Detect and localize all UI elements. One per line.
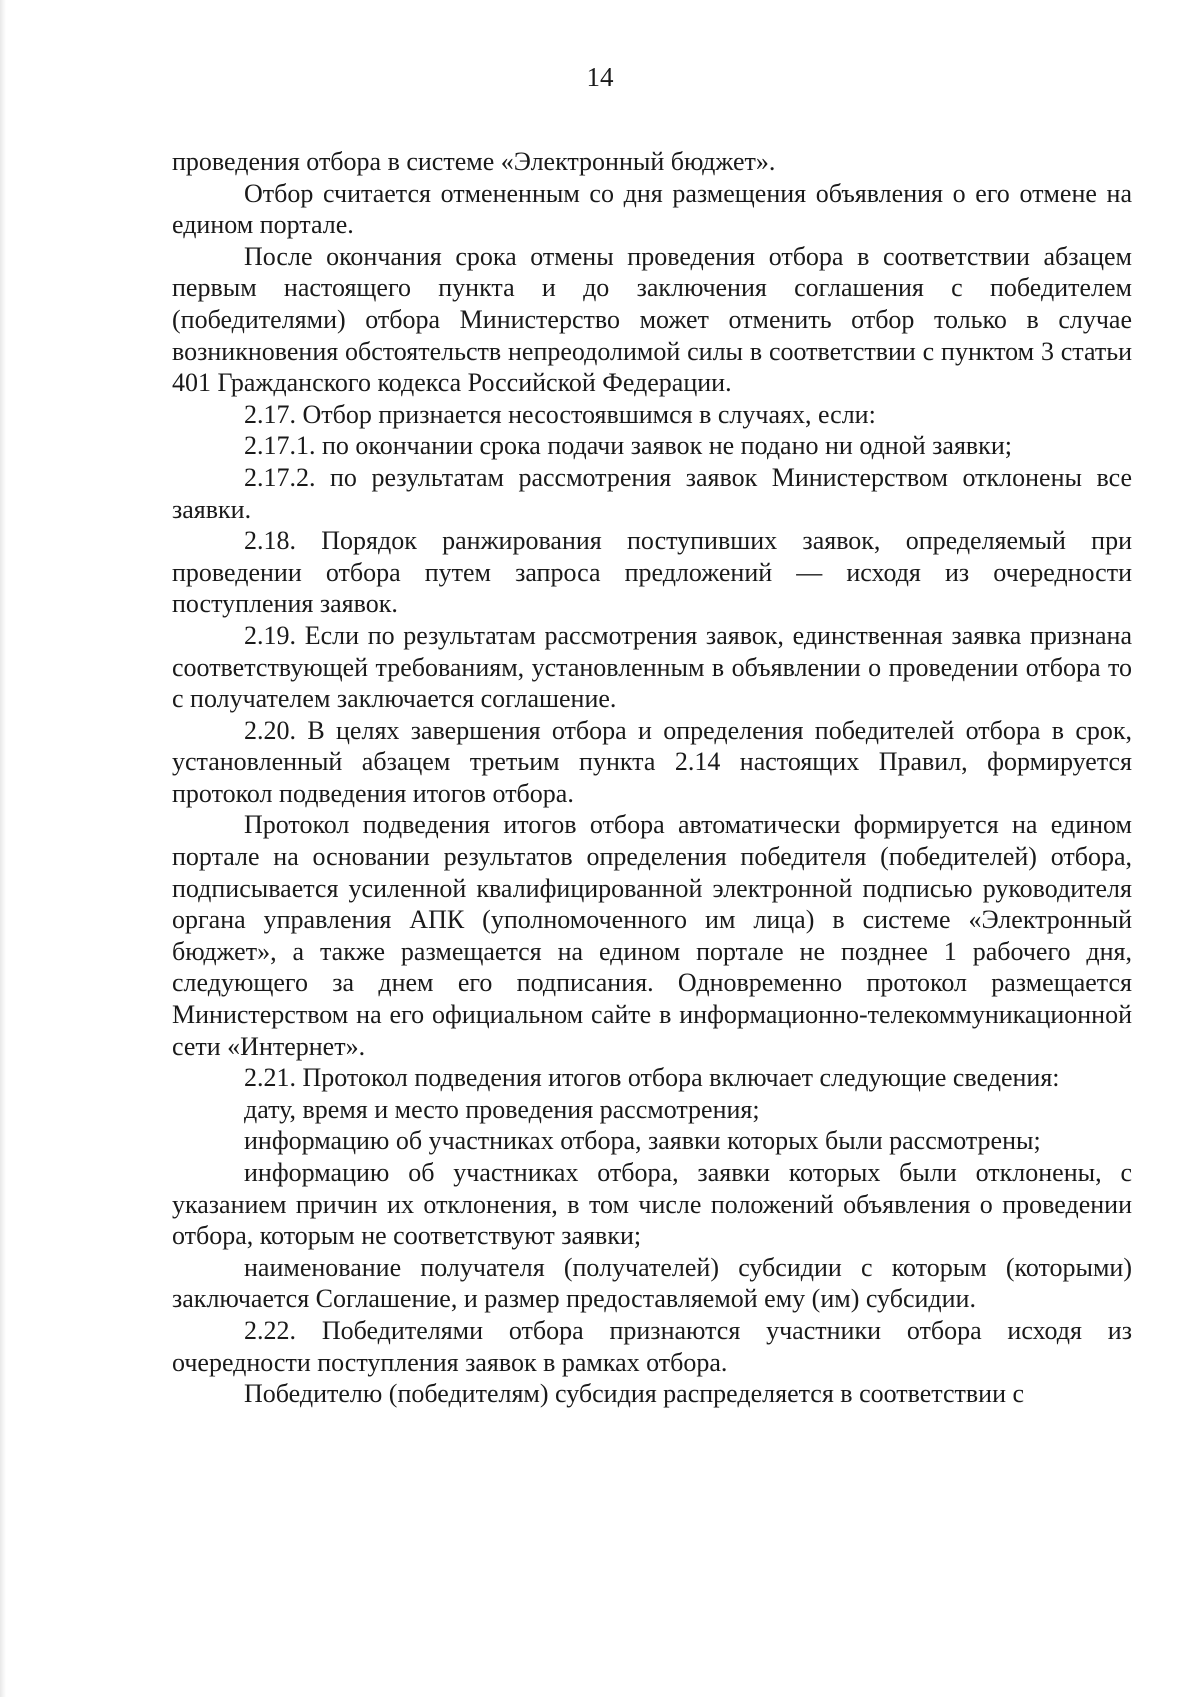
- paragraph: дату, время и место проведения рассмотрения;: [244, 1094, 760, 1124]
- paragraph: 2.20. В целях завершения отбора и определения победителей отбора в срок, установленный абзацем третьим пункта 2.14 настоящих Правил, формируется протокол подведения итогов отбора.: [172, 715, 1132, 808]
- paragraph: проведения отбора в системе «Электронный бюджет».: [172, 147, 776, 176]
- paragraph: информацию об участниках отбора, заявки которых были отклонены, с указанием причин их отклонения, в том числе положений объявления о проведении отбора, которым не соответствуют заявки;: [172, 1158, 1132, 1251]
- document-body: [172, 146, 1132, 1410]
- scan-edge: [0, 0, 6, 1697]
- paragraph: 2.18. Порядок ранжирования поступивших заявок, определяемый при проведении отбора путем запроса предложений — исходя из очередности поступления заявок.: [172, 526, 1132, 619]
- paragraph: наименование получателя (получателей) субсидии с которым (которыми) заключается Соглашение, и размер предоставляемой ему (им) субсидии.: [172, 1252, 1132, 1314]
- paragraph: 2.19. Если по результатам рассмотрения заявок, единственная заявка признана соответствующей требованиям, установленным в объявлении о проведении отбора то с получателем заключается соглашение.: [172, 620, 1132, 714]
- paragraph: 2.22. Победителями отбора признаются участники отбора исходя из очередности поступления заявок в рамках отбора.: [172, 1315, 1132, 1377]
- paragraph: 2.21. Протокол подведения итогов отбора включает следующие сведения:: [244, 1063, 1060, 1093]
- page-number: 14: [586, 62, 614, 92]
- paragraph: Отбор считается отмененным со дня размещения объявления о его отмене на едином портале.: [172, 178, 1132, 240]
- paragraph: После окончания срока отмены проведения отбора в соответствии абзацем первым настоящего пункта и до заключения соглашения с победителем (победителями) отбора Министерство может отменить отбор только в случае возникновения обстоятельств непреодолимой силы в соответствии с пунктом 3 статьи 401 Гражданского кодекса Российской Федерации.: [172, 241, 1132, 398]
- paragraph: информацию об участниках отбора, заявки которых были рассмотрены;: [244, 1126, 1041, 1156]
- paragraph: 2.17. Отбор признается несостоявшимся в случаях, если:: [244, 399, 876, 429]
- paragraph: 2.17.1. по окончании срока подачи заявок не подано ни одной заявки;: [244, 431, 1012, 461]
- paragraph: 2.17.2. по результатам рассмотрения заявок Министерством отклонены все заявки.: [172, 462, 1132, 524]
- paragraph: Протокол подведения итогов отбора автоматически формируется на едином портале на основании результатов определения победителя (победителей) отбора, подписывается усиленной квалифицированной электронной подписью руководителя органа управления АПК (уполномоченного им лица) в системе «Электронный бюджет», а также размещается на едином портале не позднее 1 рабочего дня, следующего за днем его подписания. Одновременно протокол размещается Министерством на его официальном сайте в информационно-телекоммуникационной сети «Интернет».: [172, 810, 1132, 1061]
- paragraph: Победителю (победителям) субсидия распределяется в соответствии с: [244, 1379, 1025, 1409]
